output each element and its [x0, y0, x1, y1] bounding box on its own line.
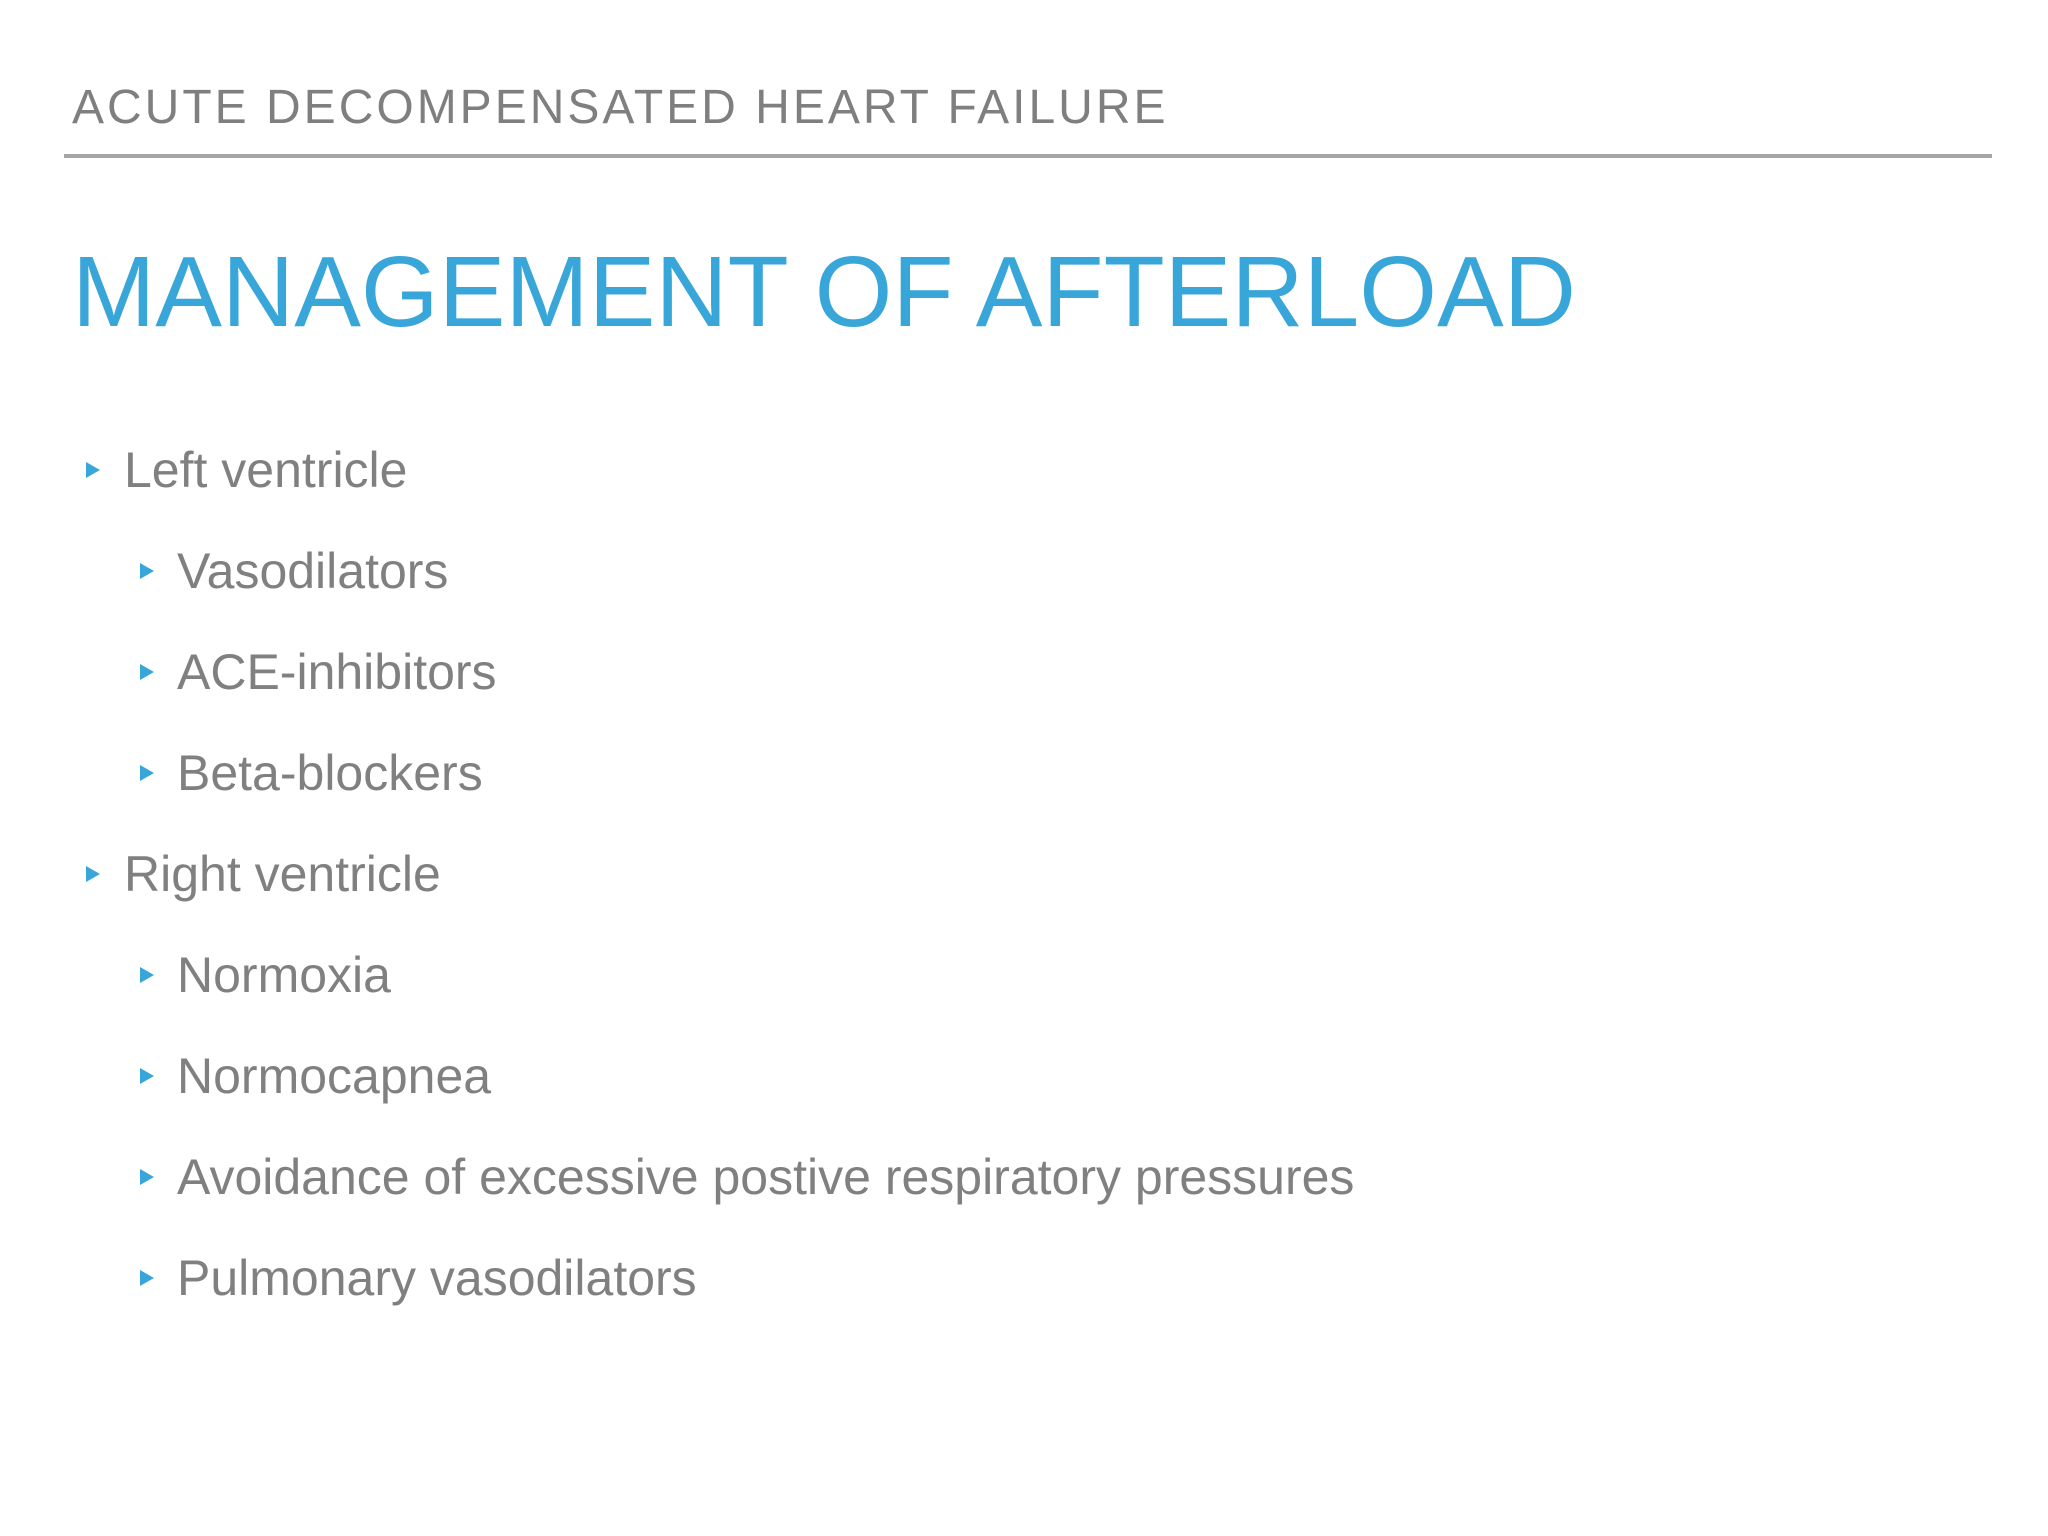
bullet-item: [177, 1248, 697, 1308]
slide-title: MANAGEMENT OF AFTERLOAD: [72, 236, 1576, 348]
bullet-text: Vasodilators: [177, 543, 449, 599]
bullet-item: [177, 1147, 1354, 1207]
right-triangle-icon: [86, 866, 100, 882]
bullet-text: Normoxia: [177, 947, 391, 1003]
bullet-text: Avoidance of excessive postive respiratory pressures: [177, 1149, 1355, 1205]
bullet-item: [124, 844, 441, 904]
right-triangle-icon: [140, 563, 154, 579]
right-triangle-icon: [140, 967, 154, 983]
bullet-item: [177, 1046, 491, 1106]
right-triangle-icon: [86, 462, 100, 478]
right-triangle-icon: [140, 1169, 154, 1185]
right-triangle-icon: [140, 1068, 154, 1084]
bullet-text: ACE-inhibitors: [177, 644, 497, 700]
bullet-item: [124, 440, 407, 500]
bullet-text: Left ventricle: [124, 442, 408, 498]
bullet-item: [177, 743, 483, 803]
right-triangle-icon: [140, 765, 154, 781]
bullet-item: [177, 945, 391, 1005]
slide-overline: ACUTE DECOMPENSATED HEART FAILURE: [72, 81, 1169, 134]
bullet-text: Beta-blockers: [177, 745, 483, 801]
header-divider: [64, 154, 1992, 158]
right-triangle-icon: [140, 1270, 154, 1286]
bullet-item: [177, 541, 448, 601]
bullet-text: Right ventricle: [124, 846, 441, 902]
right-triangle-icon: [140, 664, 154, 680]
bullet-text: Normocapnea: [177, 1048, 492, 1104]
bullet-text: Pulmonary vasodilators: [177, 1250, 697, 1306]
bullet-item: [177, 642, 497, 702]
